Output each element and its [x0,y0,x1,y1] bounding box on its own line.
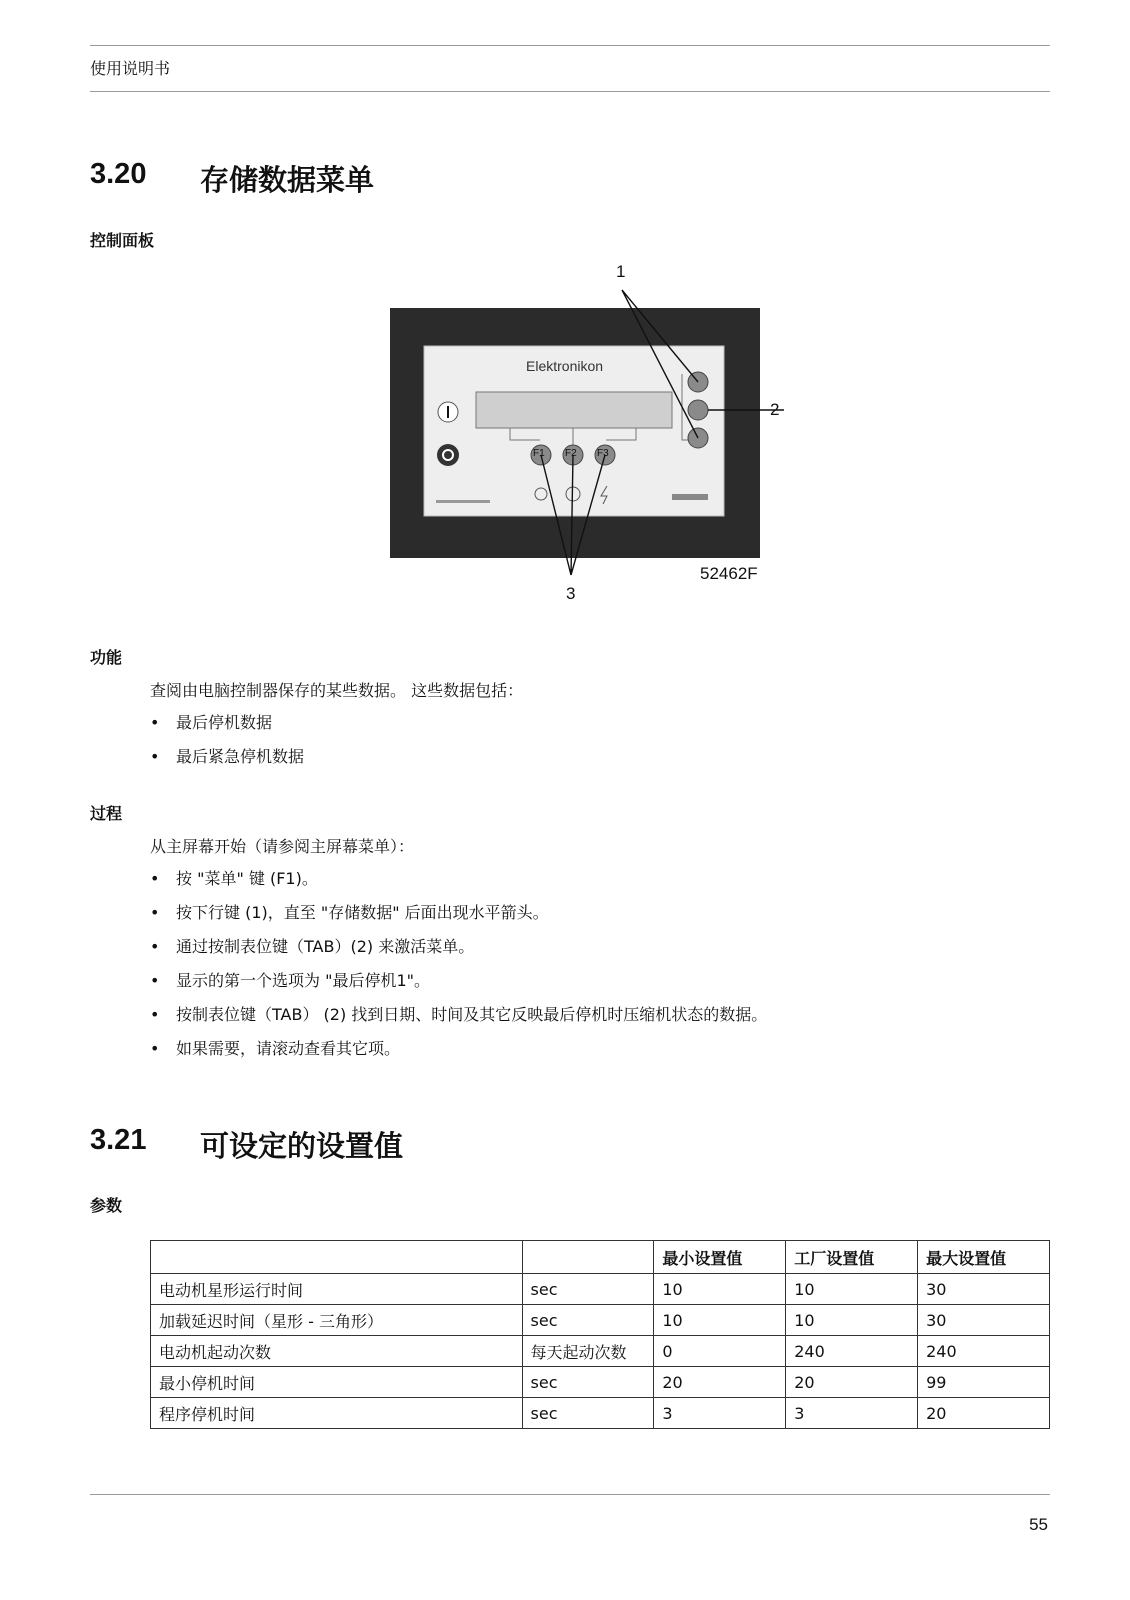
table-cell: 电动机星形运行时间 [151,1274,523,1305]
section-320-heading [90,158,374,199]
callout-2: 2 [770,400,780,419]
function-heading: 功能 [90,648,123,667]
panel-brand-text: Elektronikon [526,358,604,374]
params-heading: 参数 [90,1196,123,1215]
table-cell: 240 [918,1336,1050,1367]
control-panel-figure [390,262,790,612]
list-item: • 最后紧急停机数据 [150,747,305,766]
table-header-cell: 最大设置值 [918,1241,1050,1274]
table-cell: sec [522,1367,654,1398]
table-cell: 30 [918,1274,1050,1305]
table-header-cell [151,1241,523,1274]
tab-key-icon [688,400,708,420]
procedure-list [150,868,767,1072]
brand-logo [672,494,708,500]
callout-3: 3 [566,584,576,603]
table-cell: 30 [918,1305,1050,1336]
table-cell: 10 [786,1274,918,1305]
list-item: • 显示的第一个选项为 "最后停机1"。 [150,971,430,990]
footer-rule [90,1494,1050,1495]
table-cell: 电动机起动次数 [151,1336,523,1367]
procedure-intro: 从主屏幕开始（请参阅主屏幕菜单）： [150,837,415,856]
page-number: 55 [1029,1515,1048,1534]
table-cell: sec [522,1398,654,1429]
f3-key-label: F3 [597,448,609,459]
callout-1: 1 [616,262,626,281]
table-row [151,1398,1050,1429]
function-intro: 查阅由电脑控制器保存的某些数据。 这些数据包括： [150,681,524,700]
table-cell: 3 [654,1398,786,1429]
header-bottom-rule [90,91,1050,92]
table-cell: 99 [918,1367,1050,1398]
table-cell: 最小停机时间 [151,1367,523,1398]
document-header-title: 使用说明书 [90,59,171,78]
table-row [151,1336,1050,1367]
table-header-cell [522,1241,654,1274]
section-321-title: 可设定的设置值 [200,1129,404,1163]
panel-heading: 控制面板 [90,231,155,250]
table-cell: 240 [786,1336,918,1367]
section-320-title: 存储数据菜单 [200,163,375,197]
table-cell: 20 [918,1398,1050,1429]
control-panel-drawing [390,262,790,612]
table-cell: 10 [786,1305,918,1336]
table-cell: sec [522,1305,654,1336]
table-header-cell: 最小设置值 [654,1241,786,1274]
list-item: • 通过按制表位键（TAB）(2) 来激活菜单。 [150,937,475,956]
table-cell: 10 [654,1274,786,1305]
table-cell: 20 [786,1367,918,1398]
header-top-rule [90,45,1050,46]
list-item: • 按制表位键（TAB） (2) 找到日期、时间及其它反映最后停机时压缩机状态的数据。 [150,1005,768,1024]
table-cell: 20 [654,1367,786,1398]
table-cell: 加载延迟时间（星形 - 三角形） [151,1305,523,1336]
panel-display [476,392,672,428]
section-321-number: 3.21 [90,1124,147,1156]
table-header-row [151,1241,1050,1274]
table-header-cell: 工厂设置值 [786,1241,918,1274]
table-cell: 每天起动次数 [522,1336,654,1367]
figure-code: 52462F [700,564,758,583]
params-table [150,1240,1050,1429]
table-row [151,1305,1050,1336]
stop-button-icon [437,444,459,466]
section-321-heading [90,1124,403,1165]
table-cell: 3 [786,1398,918,1429]
table-cell: 程序停机时间 [151,1398,523,1429]
section-320-number: 3.20 [90,158,147,190]
table-row [151,1274,1050,1305]
f1-key-label: F1 [533,448,545,459]
list-item: • 如果需要，请滚动查看其它项。 [150,1039,401,1058]
table-cell: 0 [654,1336,786,1367]
table-row [151,1367,1050,1398]
list-item: • 最后停机数据 [150,713,273,732]
function-list [150,712,304,780]
list-item: • 按下行键 (1)，直至 "存储数据" 后面出现水平箭头。 [150,903,549,922]
table-cell: 10 [654,1305,786,1336]
procedure-heading: 过程 [90,804,123,823]
list-item: • 按 "菜单" 键 (F1)。 [150,869,318,888]
f2-key-label: F2 [565,448,577,459]
table-cell: sec [522,1274,654,1305]
